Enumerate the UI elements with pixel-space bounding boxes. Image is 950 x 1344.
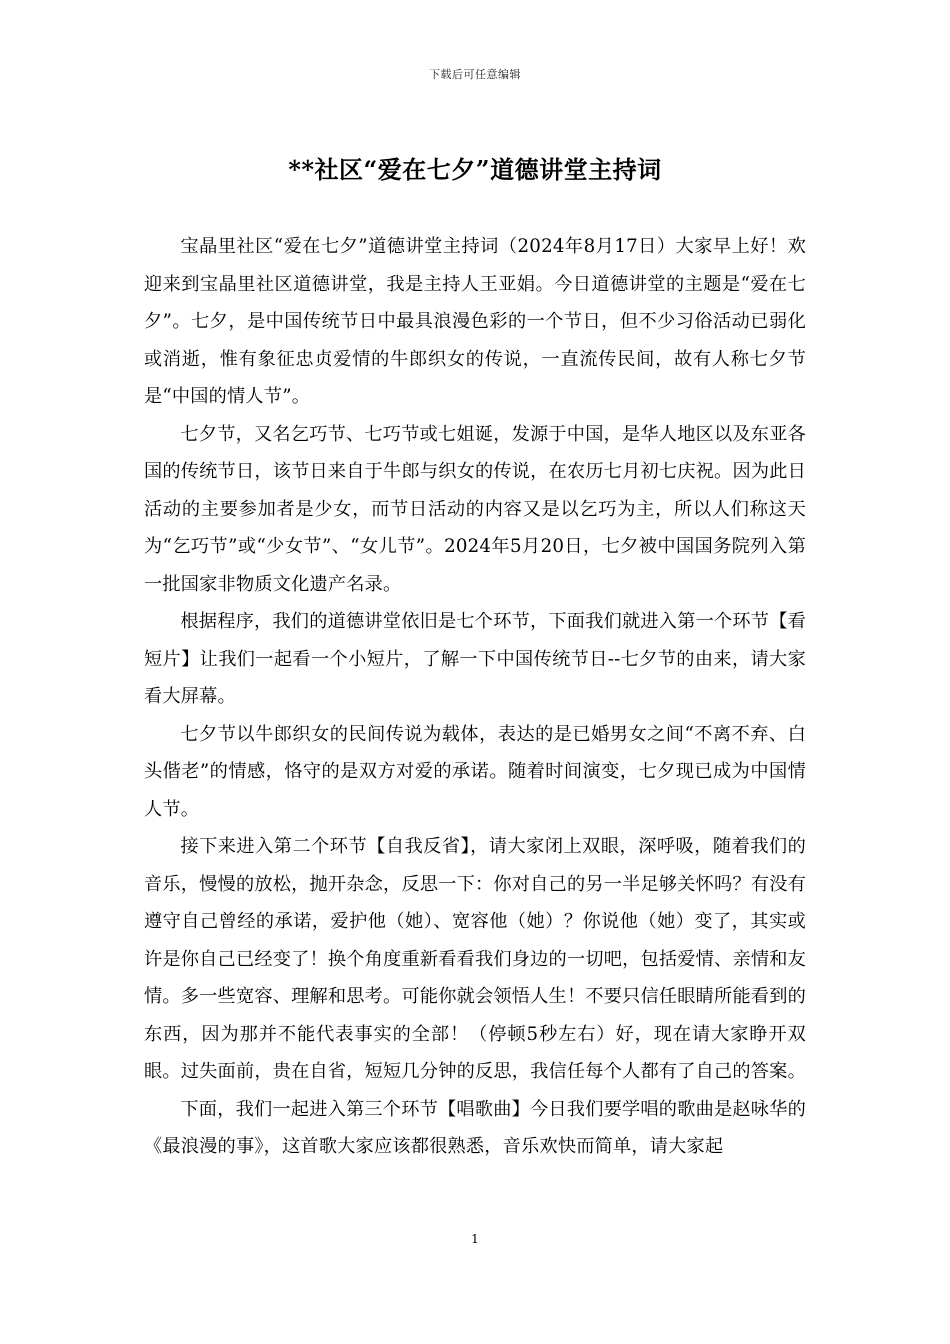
paragraph-intro: 宝晶里社区“爱在七夕”道德讲堂主持词（2024年8月17日）大家早上好！欢迎来到宝晶里社区道德讲堂，我是主持人王亚娟。今日道德讲堂的主题是“爱在七夕”。七夕，是中国传统节日中最具浪漫色彩的一个节日，但不少习俗活动已弱化或消逝，惟有象征忠贞爱情的牛郎织女的传说，一直流传民间，故有人称七夕节是“中国的情人节”。 (144, 236, 806, 407)
paragraph-first-segment: 根据程序，我们的道德讲堂依旧是七个环节，下面我们就进入第一个环节【看短片】让我们一起看一个小短片，了解一下中国传统节日--七夕节的由来，请大家看大屏幕。 (144, 611, 806, 707)
paragraph-qixi-origin: 七夕节，又名乞巧节、七巧节或七姐诞，发源于中国，是华人地区以及东亚各国的传统节日，该节日来自于牛郎与织女的传说，在农历七月初七庆祝。因为此日活动的主要参加者是少女，而节日活动的内容又是以乞巧为主，所以人们称这天为“乞巧节”或“少女节”、“女儿节”。2024年5月20日，七夕被中国国务院列入第一批国家非物质文化遗产名录。 (144, 423, 806, 595)
document-title: **社区“爱在七夕”道德讲堂主持词 (288, 155, 662, 184)
page-header: 下载后可任意编辑 (429, 68, 521, 81)
paragraph-third-segment: 下面，我们一起进入第三个环节【唱歌曲】今日我们要学唱的歌曲是赵咏华的《最浪漫的事》，这首歌大家应该都很熟悉，音乐欢快而简单，请大家起 (144, 1098, 806, 1157)
paragraph-second-segment: 接下来进入第二个环节【自我反省】，请大家闭上双眼，深呼吸，随着我们的音乐，慢慢的放松，抛开杂念，反思一下：你对自己的另一半足够关怀吗？有没有遵守自己曾经的承诺，爱护他（她）、宽容他（她）？你说他（她）变了，其实或许是你自己已经变了！换个角度重新看看我们身边的一切吧，包括爱情、亲情和友情。多一些宽容、理解和思考。可能你就会领悟人生！不要只信任眼睛所能看到的东西，因为那并不能代表事实的全部！（停顿5秒左右）好，现在请大家睁开双眼。过失面前，贵在自省，短短几分钟的反思，我信任每个人都有了自己的答案。 (144, 836, 806, 1082)
paragraph-legend-meaning: 七夕节以牛郎织女的民间传说为载体，表达的是已婚男女之间“不离不弃、白头偕老”的情感，恪守的是双方对爱的承诺。随着时间演变，七夕现已成为中国情人节。 (144, 723, 806, 820)
document-body (144, 228, 806, 1166)
page-number: 1 (471, 1232, 479, 1246)
